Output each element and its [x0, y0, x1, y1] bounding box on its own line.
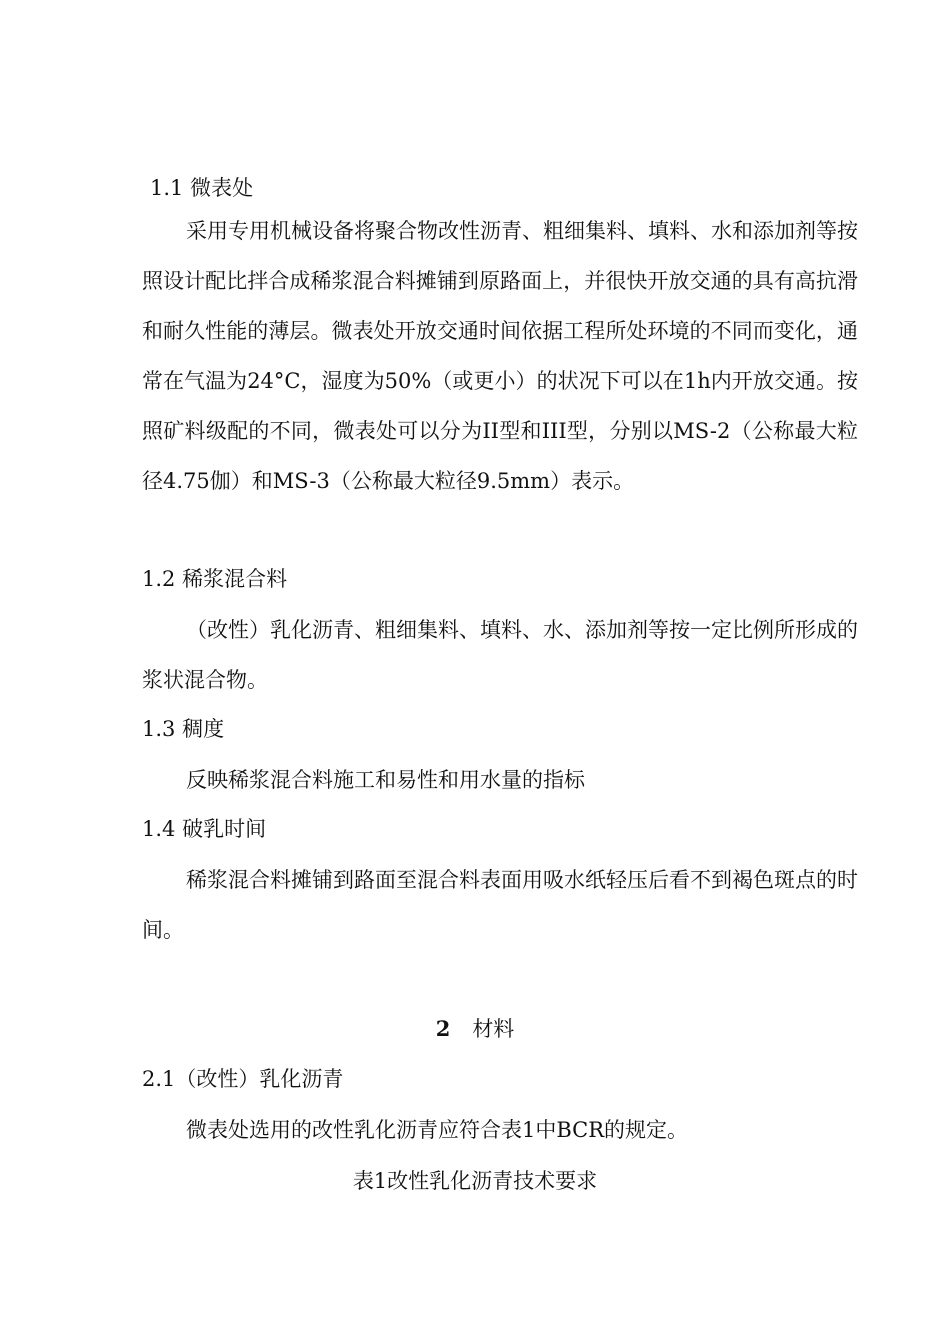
paragraph-1-2: （改性）乳化沥青、粗细集料、填料、水、添加剂等按一定比例所形成的浆状混合物。 [142, 618, 858, 692]
heading-2-1: 2.1（改性）乳化沥青 [142, 1067, 344, 1091]
table-caption: 表1改性乳化沥青技术要求 [352, 1169, 598, 1193]
paragraph-1-3: 反映稀浆混合料施工和易性和用水量的指标 [186, 768, 585, 792]
paragraph-1-1: 采用专用机械设备将聚合物改性沥青、粗细集料、填料、水和添加剂等按照设计配比拌合成稀浆混合料摊铺到原路面上，并很快开放交通的具有高抗滑和耐久性能的薄层。微表处开放交通时间依据工程所处环境的不同而变化，通常在气温为24°C，湿度为50%（或更小）的状况下可以在1h内开放交通。按照矿料级配的不同，微表处可以分为II型和III型，分别以MS-2（公称最大粒径4.75伽）和MS-3（公称最大粒径9.5mm）表示。 [142, 219, 858, 493]
chapter-title: 材料 [472, 1017, 515, 1041]
chapter-number: 2 [435, 1016, 451, 1041]
heading-1-1: 1.1 微表处 [150, 176, 254, 200]
heading-1-4: 1.4 破乳时间 [142, 817, 267, 841]
paragraph-2-1: 微表处选用的改性乳化沥青应符合表1中BCR的规定。 [186, 1118, 689, 1142]
chapter-heading [0, 1015, 950, 1043]
heading-1-3: 1.3 稠度 [142, 717, 225, 741]
heading-1-2: 1.2 稀浆混合料 [142, 567, 288, 591]
paragraph-1-4: 稀浆混合料摊铺到路面至混合料表面用吸水纸轻压后看不到褐色斑点的时间。 [142, 868, 858, 942]
